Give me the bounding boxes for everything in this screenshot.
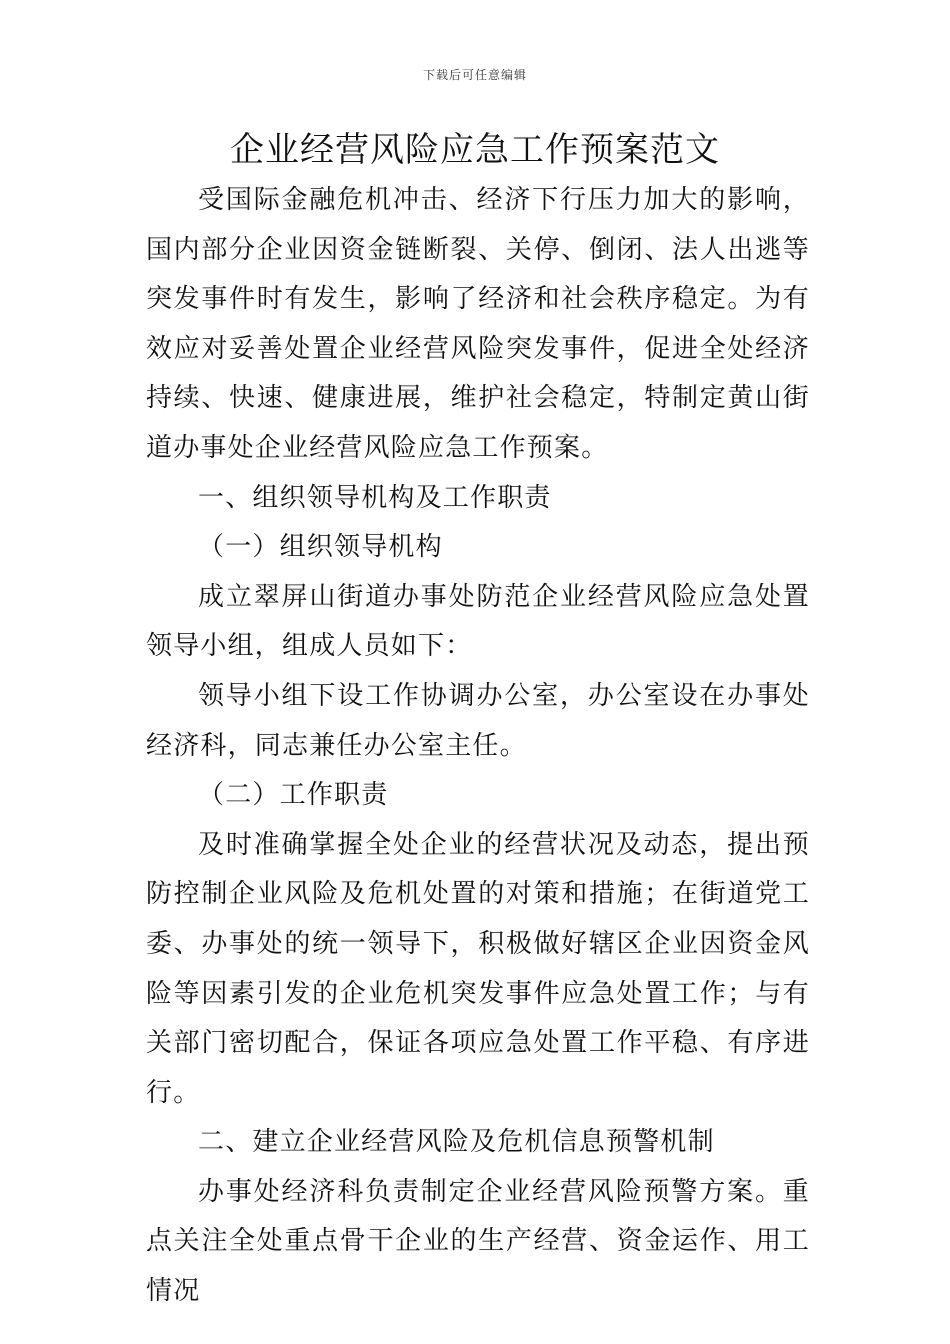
document-body <box>146 176 810 1317</box>
header-note: 下载后可任意编辑 <box>422 68 527 82</box>
section-1-sub2-paragraph-1: 及时准确掌握全处企业的经营状况及动态，提出预防控制企业风险及危机处置的对策和措施；在街道党工委、办事处的统一领导下，积极做好辖区企业因资金风险等因素引发的企业危机突发事件应急处置工作；与有关部门密切配合，保证各项应急处置工作平稳、有序进行。 <box>146 829 810 1108</box>
section-2-paragraph-1: 办事处经济科负责制定企业经营风险预警方案。重点关注全处重点骨干企业的生产经营、资金运作、用工情况 <box>146 1176 810 1307</box>
intro-paragraph: 受国际金融危机冲击、经济下行压力加大的影响，国内部分企业因资金链断裂、关停、倒闭、法人出逃等突发事件时有发生，影响了经济和社会秩序稳定。为有效应对妥善处置企业经营风险突发事件，促进全处经济持续、快速、健康进展，维护社会稳定，特制定黄山街道办事处企业经营风险应急工作预案。 <box>146 185 810 463</box>
section-1-sub1-paragraph-2: 领导小组下设工作协调办公室，办公室设在办事处经济科，同志兼任办公室主任。 <box>146 680 810 761</box>
document-title: 企业经营风险应急工作预案范文 <box>230 130 720 170</box>
section-1-subheading-2: （二）工作职责 <box>198 780 389 811</box>
section-2-heading: 二、建立企业经营风险及危机信息预警机制 <box>198 1127 715 1158</box>
section-1-subheading-1: （一）组织领导机构 <box>198 532 443 563</box>
section-1-sub1-paragraph-1: 成立翠屏山街道办事处防范企业经营风险应急处置领导小组，组成人员如下： <box>146 581 810 662</box>
section-1-heading: 一、组织领导机构及工作职责 <box>198 482 552 513</box>
